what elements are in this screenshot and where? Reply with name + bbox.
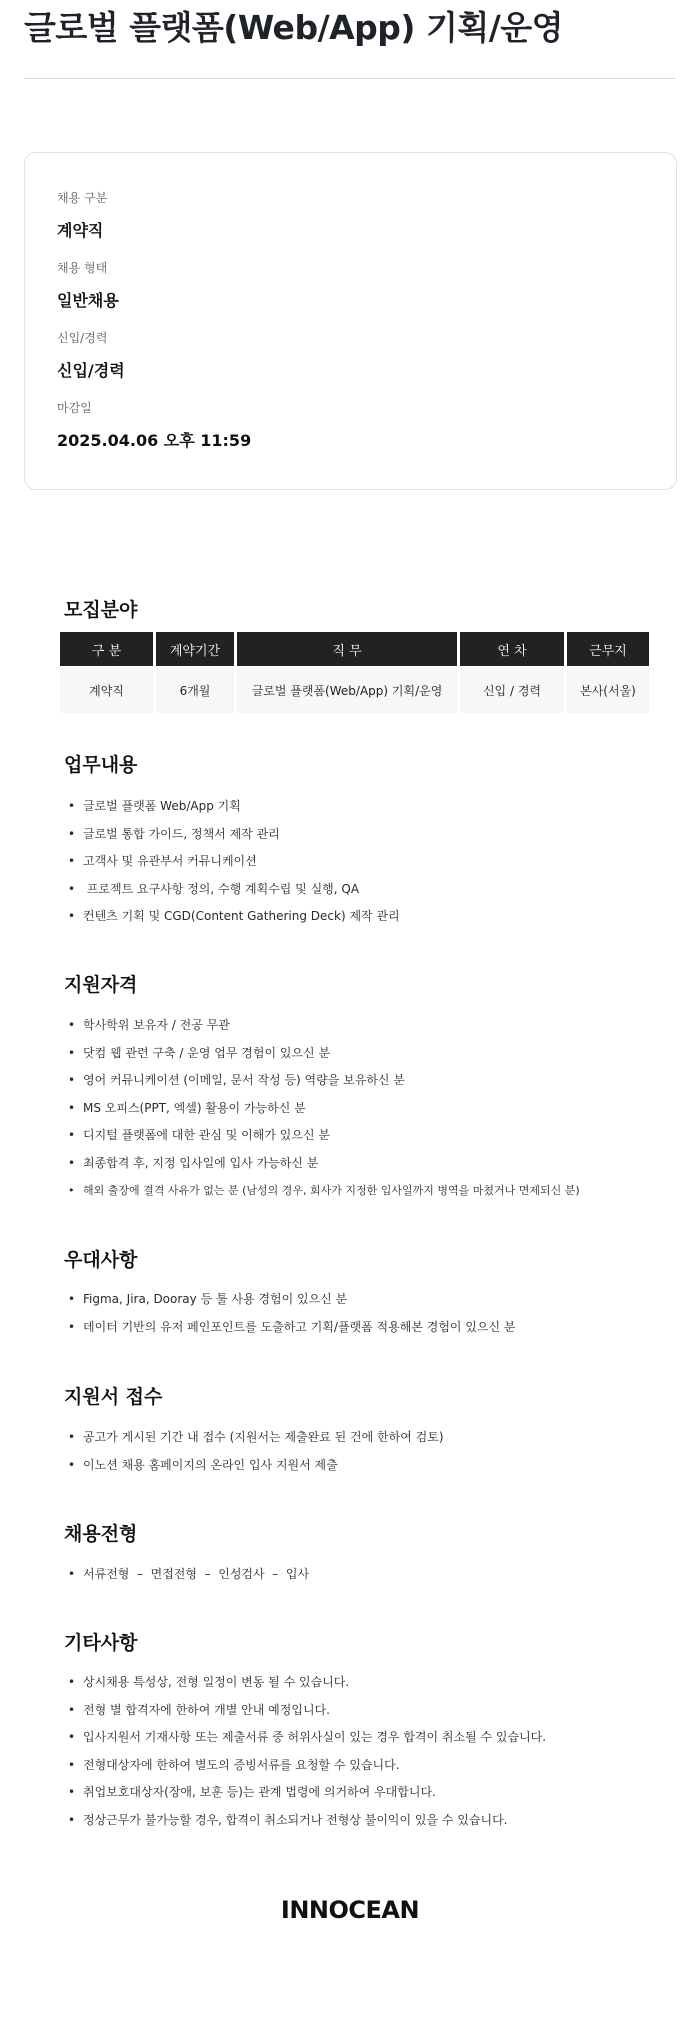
list-item xyxy=(68,1697,546,1725)
list-item xyxy=(68,1452,444,1480)
bullet: • xyxy=(68,1184,75,1197)
preferred-list xyxy=(68,1286,516,1341)
bullet: • xyxy=(68,909,76,923)
summary-label: 채용 구분 xyxy=(57,191,108,205)
bullet: • xyxy=(68,1812,76,1827)
section-heading-duties: 업무내용 xyxy=(64,754,138,776)
summary-label: 채용 형태 xyxy=(57,261,108,275)
list-item xyxy=(68,848,400,876)
section-heading-recruit: 모집분야 xyxy=(64,599,138,621)
list-item xyxy=(68,793,400,821)
process-list xyxy=(68,1561,309,1589)
bullet: • xyxy=(68,1100,76,1115)
summary-value: 계약직 xyxy=(57,221,104,240)
bullet: • xyxy=(68,854,76,868)
list-item xyxy=(68,1177,580,1205)
list-item-text: 취업보호대상자(장애, 보훈 등)는 관계 법령에 의거하여 우대합니다. xyxy=(83,1785,436,1799)
table-header-cell: 계약기간 xyxy=(156,632,234,666)
list-item xyxy=(68,903,400,931)
summary-value: 신입/경력 xyxy=(57,361,125,380)
bullet: • xyxy=(68,1073,76,1087)
duties-list xyxy=(68,793,400,931)
summary-label: 신입/경력 xyxy=(57,331,108,345)
table-header-row xyxy=(60,632,649,666)
list-item xyxy=(68,1122,580,1150)
table-row xyxy=(60,666,649,713)
bullet: • xyxy=(68,881,76,896)
list-item-text: 닷컴 웹 관련 구축 / 운영 업무 경험이 있으신 분 xyxy=(83,1045,331,1060)
bullet: • xyxy=(68,1567,76,1581)
list-item xyxy=(68,1150,580,1178)
bullet: • xyxy=(68,1319,76,1334)
list-item-text: 컨텐츠 기획 및 CGD(Content Gathering Deck) 제작 관리 xyxy=(83,909,400,923)
summary-value: 2025.04.06 오후 11:59 xyxy=(57,431,252,450)
bullet: • xyxy=(68,1430,76,1444)
list-item-text: 이노션 채용 홈페이지의 온라인 입사 지원서 제출 xyxy=(83,1457,338,1472)
bullet: • xyxy=(68,826,76,841)
summary-career-level xyxy=(57,329,125,381)
innocean-logo: INNOCEAN xyxy=(280,1896,420,1924)
list-item-text: 해외 출장에 결격 사유가 없는 분 (남성의 경우, 회사가 지정한 입사일까지 병역을 마쳤거나 면제되신 분) xyxy=(83,1184,580,1197)
table-cell: 계약직 xyxy=(60,666,153,713)
page-title: 글로벌 플랫폼(Web/App) 기획/운영 xyxy=(24,8,564,47)
bullet: • xyxy=(68,1675,76,1689)
summary-value: 일반채용 xyxy=(57,291,119,310)
list-item xyxy=(68,876,400,904)
list-item-text: 디지털 플랫폼에 대한 관심 및 이해가 있으신 분 xyxy=(83,1128,330,1142)
list-item xyxy=(68,1095,580,1123)
list-item xyxy=(68,1286,516,1314)
summary-employment-category xyxy=(57,189,107,241)
title-divider xyxy=(24,78,676,79)
list-item xyxy=(68,1779,546,1807)
bullet: • xyxy=(68,799,76,813)
recruit-table xyxy=(57,632,652,713)
table-header-cell: 직 무 xyxy=(237,632,457,666)
application-list xyxy=(68,1424,444,1479)
list-item-text: 글로벌 플랫폼 Web/App 기획 xyxy=(83,799,241,813)
section-heading-etc: 기타사항 xyxy=(64,1632,138,1654)
table-header-cell: 연 차 xyxy=(460,632,564,666)
list-item xyxy=(68,821,400,849)
bullet: • xyxy=(68,1128,76,1142)
table-cell: 신입 / 경력 xyxy=(460,666,564,713)
bullet: • xyxy=(68,1155,76,1170)
list-item xyxy=(68,1752,546,1780)
bullet: • xyxy=(68,1292,76,1306)
list-item xyxy=(68,1012,580,1040)
list-item-text: 전형대상자에 한하여 별도의 증빙서류를 요청할 수 있습니다. xyxy=(83,1757,400,1772)
summary-deadline xyxy=(57,399,251,451)
list-item-text: 전형 별 합격자에 한하여 개별 안내 예정입니다. xyxy=(83,1702,330,1717)
list-item xyxy=(68,1424,444,1452)
list-item-text: 상시채용 특성상, 전형 일정이 변동 될 수 있습니다. xyxy=(83,1675,350,1689)
bullet: • xyxy=(68,1018,76,1032)
list-item xyxy=(68,1067,580,1095)
list-item-text: 입사지원서 기재사항 또는 제출서류 중 허위사실이 있는 경우 합격이 취소될 수 있습니다. xyxy=(83,1730,547,1744)
list-item-text: Figma, Jira, Dooray 등 툴 사용 경험이 있으신 분 xyxy=(83,1292,348,1306)
list-item xyxy=(68,1724,546,1752)
list-item xyxy=(68,1807,546,1835)
table-cell: 6개월 xyxy=(156,666,234,713)
list-item-text: 학사학위 보유자 / 전공 무관 xyxy=(83,1018,230,1032)
list-item-text: 영어 커뮤니케이션 (이메일, 문서 작성 등) 역량을 보유하신 분 xyxy=(83,1073,405,1087)
bullet: • xyxy=(68,1045,76,1060)
table-cell: 본사(서울) xyxy=(567,666,649,713)
bullet: • xyxy=(68,1457,76,1472)
qualifications-list xyxy=(68,1012,580,1205)
list-item-text: 공고가 게시된 기간 내 접수 (지원서는 제출완료 된 건에 한하여 검토) xyxy=(83,1430,444,1444)
table-header-cell: 구 분 xyxy=(60,632,153,666)
job-summary-card xyxy=(24,152,677,490)
section-heading-qualifications: 지원자격 xyxy=(64,974,138,996)
bullet: • xyxy=(68,1757,76,1772)
list-item-text: 정상근무가 불가능할 경우, 합격이 취소되거나 전형상 불이익이 있을 수 있습니다. xyxy=(83,1812,508,1827)
bullet: • xyxy=(68,1730,76,1744)
table-cell: 글로벌 플랫폼(Web/App) 기획/운영 xyxy=(237,666,457,713)
list-item xyxy=(68,1561,309,1589)
list-item-text: MS 오피스(PPT, 엑셀) 활용이 가능하신 분 xyxy=(83,1100,306,1115)
list-item-text: 최종합격 후, 지정 입사일에 입사 가능하신 분 xyxy=(83,1155,319,1170)
list-item xyxy=(68,1314,516,1342)
list-item xyxy=(68,1040,580,1068)
section-heading-application: 지원서 접수 xyxy=(64,1386,163,1408)
etc-list xyxy=(68,1669,546,1834)
summary-employment-type xyxy=(57,259,119,311)
table-header-cell: 근무지 xyxy=(567,632,649,666)
bullet: • xyxy=(68,1785,76,1799)
summary-label: 마감일 xyxy=(57,401,92,415)
section-heading-process: 채용전형 xyxy=(64,1523,138,1545)
list-item-text: 프로젝트 요구사항 정의, 수행 계획수립 및 실행, QA xyxy=(83,881,360,896)
list-item-text: 고객사 및 유관부서 커뮤니케이션 xyxy=(83,854,257,868)
list-item-text: 데이터 기반의 유저 페인포인트를 도출하고 기획/플랫폼 적용해본 경험이 있으신 분 xyxy=(83,1319,516,1334)
section-heading-preferred: 우대사항 xyxy=(64,1249,138,1271)
list-item-text: 글로벌 통합 가이드, 정책서 제작 관리 xyxy=(83,826,280,841)
list-item-text: 서류전형 – 면접전형 – 인성검사 – 입사 xyxy=(83,1567,310,1581)
list-item xyxy=(68,1669,546,1697)
bullet: • xyxy=(68,1702,76,1717)
